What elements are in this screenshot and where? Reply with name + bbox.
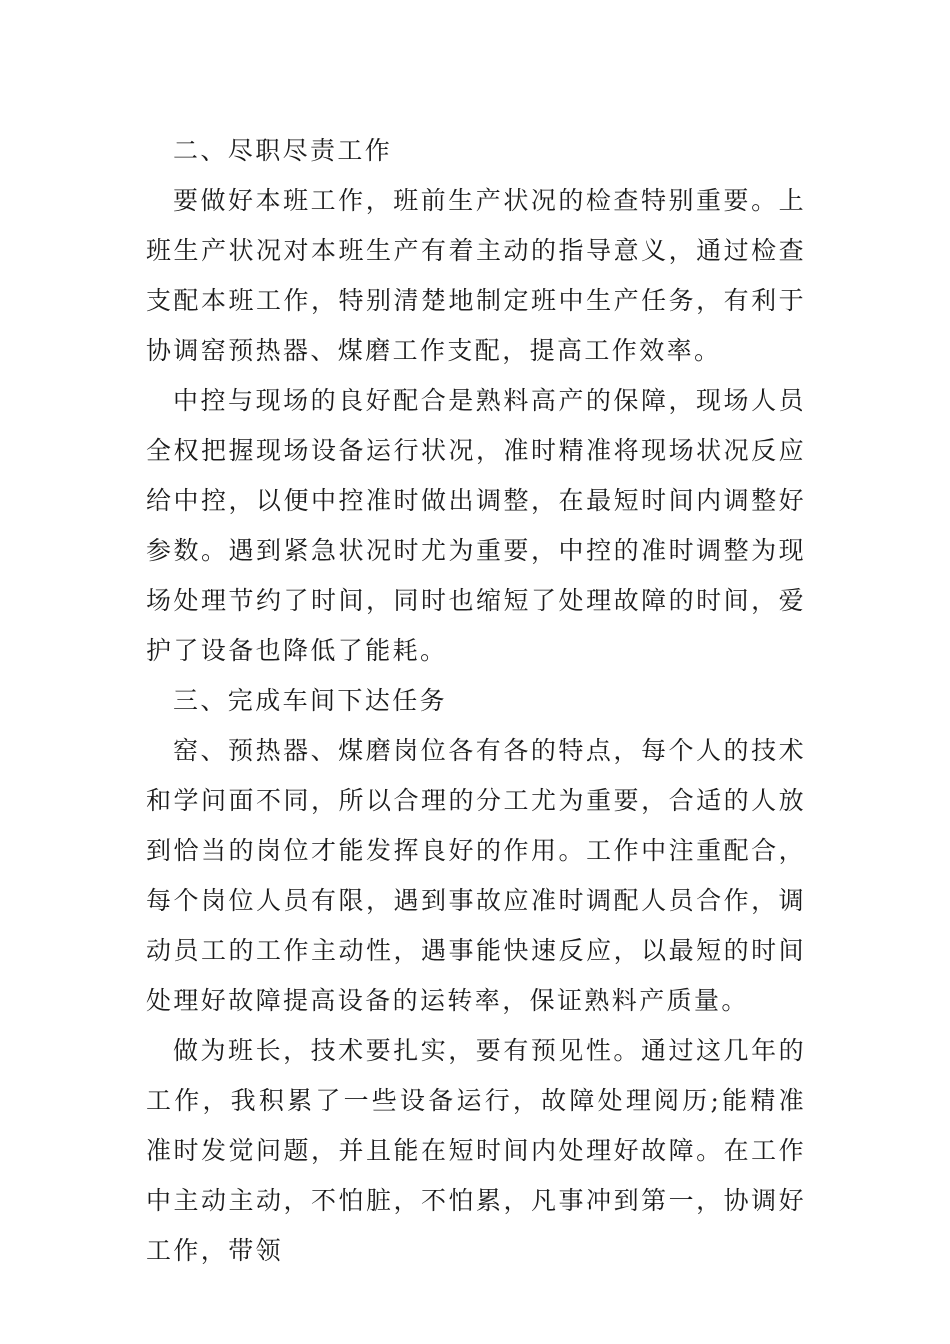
section-heading-3: 三、完成车间下达任务 (173, 686, 448, 715)
paragraph-control-coordination: 中控与现场的良好配合是熟料高产的保障，现场人员全权把握现场设备运行状况，准时精准将现场状况反应给中控，以便中控准时做出调整，在最短时间内调整好参数。遇到紧急状况时尤为重要，中控的准时调整为现场处理节约了时间，同时也缩短了处理故障的时间，爱护了设备也降低了能耗。 (146, 386, 806, 665)
section-heading-2: 二、尽职尽责工作 (173, 136, 393, 165)
paragraph-pre-shift-check: 要做好本班工作，班前生产状况的检查特别重要。上班生产状况对本班生产有着主动的指导意义，通过检查支配本班工作，特别清楚地制定班中生产任务，有利于协调窑预热器、煤磨工作支配，提高工作效率。 (146, 186, 806, 365)
document-body (146, 126, 806, 1276)
paragraph-division-of-labor: 窑、预热器、煤磨岗位各有各的特点，每个人的技术和学问面不同，所以合理的分工尤为重要，合适的人放到恰当的岗位才能发挥良好的作用。工作中注重配合，每个岗位人员有限，遇到事故应准时调配人员合作，调动员工的工作主动性，遇事能快速反应，以最短的时间处理好故障提高设备的运转率，保证熟料产质量。 (146, 736, 806, 1015)
paragraph-team-leader: 做为班长，技术要扎实，要有预见性。通过这几年的工作，我积累了一些设备运行，故障处理阅历;能精准准时发觉问题，并且能在短时间内处理好故障。在工作中主动主动，不怕脏，不怕累，凡事冲到第一，协调好工作，带领 (146, 1036, 806, 1265)
